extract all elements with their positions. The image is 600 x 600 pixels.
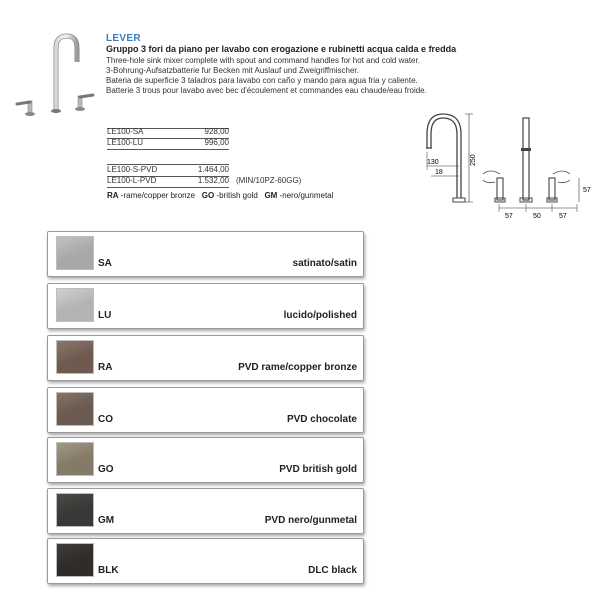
price-row	[107, 165, 229, 174]
finish-card-sa	[47, 231, 364, 277]
dim-250: 250	[470, 154, 477, 166]
finish-card-go	[47, 437, 364, 483]
dim-50: 50	[533, 213, 541, 220]
finish-card-gm	[47, 488, 364, 534]
legend-label: -nero/gunmetal	[279, 191, 334, 200]
finish-swatch	[56, 340, 94, 374]
legend-code: GO	[201, 191, 215, 200]
finish-swatch	[56, 543, 94, 577]
finish-label: PVD chocolate	[286, 414, 357, 425]
technical-drawing	[395, 112, 600, 222]
finish-code: RA	[98, 362, 113, 373]
product-name: LEVER	[106, 33, 141, 44]
price-row	[107, 176, 229, 185]
legend-label: -rame/copper bronze	[120, 191, 196, 200]
product-desc-fr: Batterie 3 trous pour lavabo avec bec d'écoulement et commandes eau chaude/eau froide.	[106, 86, 427, 95]
price-divider	[107, 149, 229, 150]
finish-swatch	[56, 236, 94, 270]
finish-label: DLC black	[308, 565, 357, 576]
dim-130: 130	[427, 159, 439, 166]
finish-card-ra	[47, 335, 364, 381]
price-code: LE100-L-PVD	[107, 176, 157, 185]
product-title-it: Gruppo 3 fori da piano per lavabo con erogazione e rubinetti acqua calda e fredda	[106, 44, 457, 54]
finish-swatch	[56, 442, 94, 476]
finish-legend	[107, 191, 333, 200]
product-desc-es: Bateria de superficie 3 taladros para lavabo con caño y mando para agua fria y caliente.	[106, 76, 418, 85]
price-divider	[107, 187, 229, 188]
legend-code: RA	[107, 191, 119, 200]
price-value: 1.464,00	[197, 165, 229, 174]
price-value: 1.532,00	[197, 176, 229, 185]
finish-card-co	[47, 387, 364, 433]
finish-label: PVD nero/gunmetal	[264, 515, 357, 526]
finish-swatch	[56, 288, 94, 322]
product-desc-de: 3-Bohrung-Aufsatzbatterie fur Becken mit Auslauf und Zweigriffmischer.	[106, 66, 359, 75]
dim-57-left: 57	[505, 213, 513, 220]
finish-code: GM	[98, 515, 115, 526]
pvd-note: (MIN/10PZ-60GG)	[236, 176, 302, 185]
product-desc-en: Three-hole sink mixer complete with spout and command handles for hot and cold water.	[106, 56, 420, 65]
legend-code: GM	[264, 191, 278, 200]
finish-code: LU	[98, 310, 112, 321]
legend-label: -british gold	[216, 191, 258, 200]
finish-label: lucido/polished	[283, 310, 357, 321]
price-row	[107, 138, 229, 147]
finish-code: CO	[98, 414, 113, 425]
finish-swatch	[56, 493, 94, 527]
finish-swatch	[56, 392, 94, 426]
price-row	[107, 127, 229, 136]
price-value: 928,00	[204, 127, 229, 136]
finish-code: BLK	[98, 565, 119, 576]
finish-label: PVD british gold	[279, 464, 357, 475]
finish-code: GO	[98, 464, 114, 475]
finish-card-lu	[47, 283, 364, 329]
finish-card-blk	[47, 538, 364, 584]
dim-57-mid: 57	[559, 213, 567, 220]
dim-57-height: 57	[583, 187, 591, 194]
finish-code: SA	[98, 258, 112, 269]
price-value: 996,00	[204, 138, 229, 147]
price-code: LE100-LU	[107, 138, 144, 147]
price-code: LE100-SA	[107, 127, 144, 136]
price-code: LE100-S-PVD	[107, 165, 158, 174]
finish-label: PVD rame/copper bronze	[238, 362, 357, 373]
finish-label: satinato/satin	[292, 258, 357, 269]
faucet-illustration	[5, 28, 100, 123]
dim-18: 18	[435, 169, 443, 176]
